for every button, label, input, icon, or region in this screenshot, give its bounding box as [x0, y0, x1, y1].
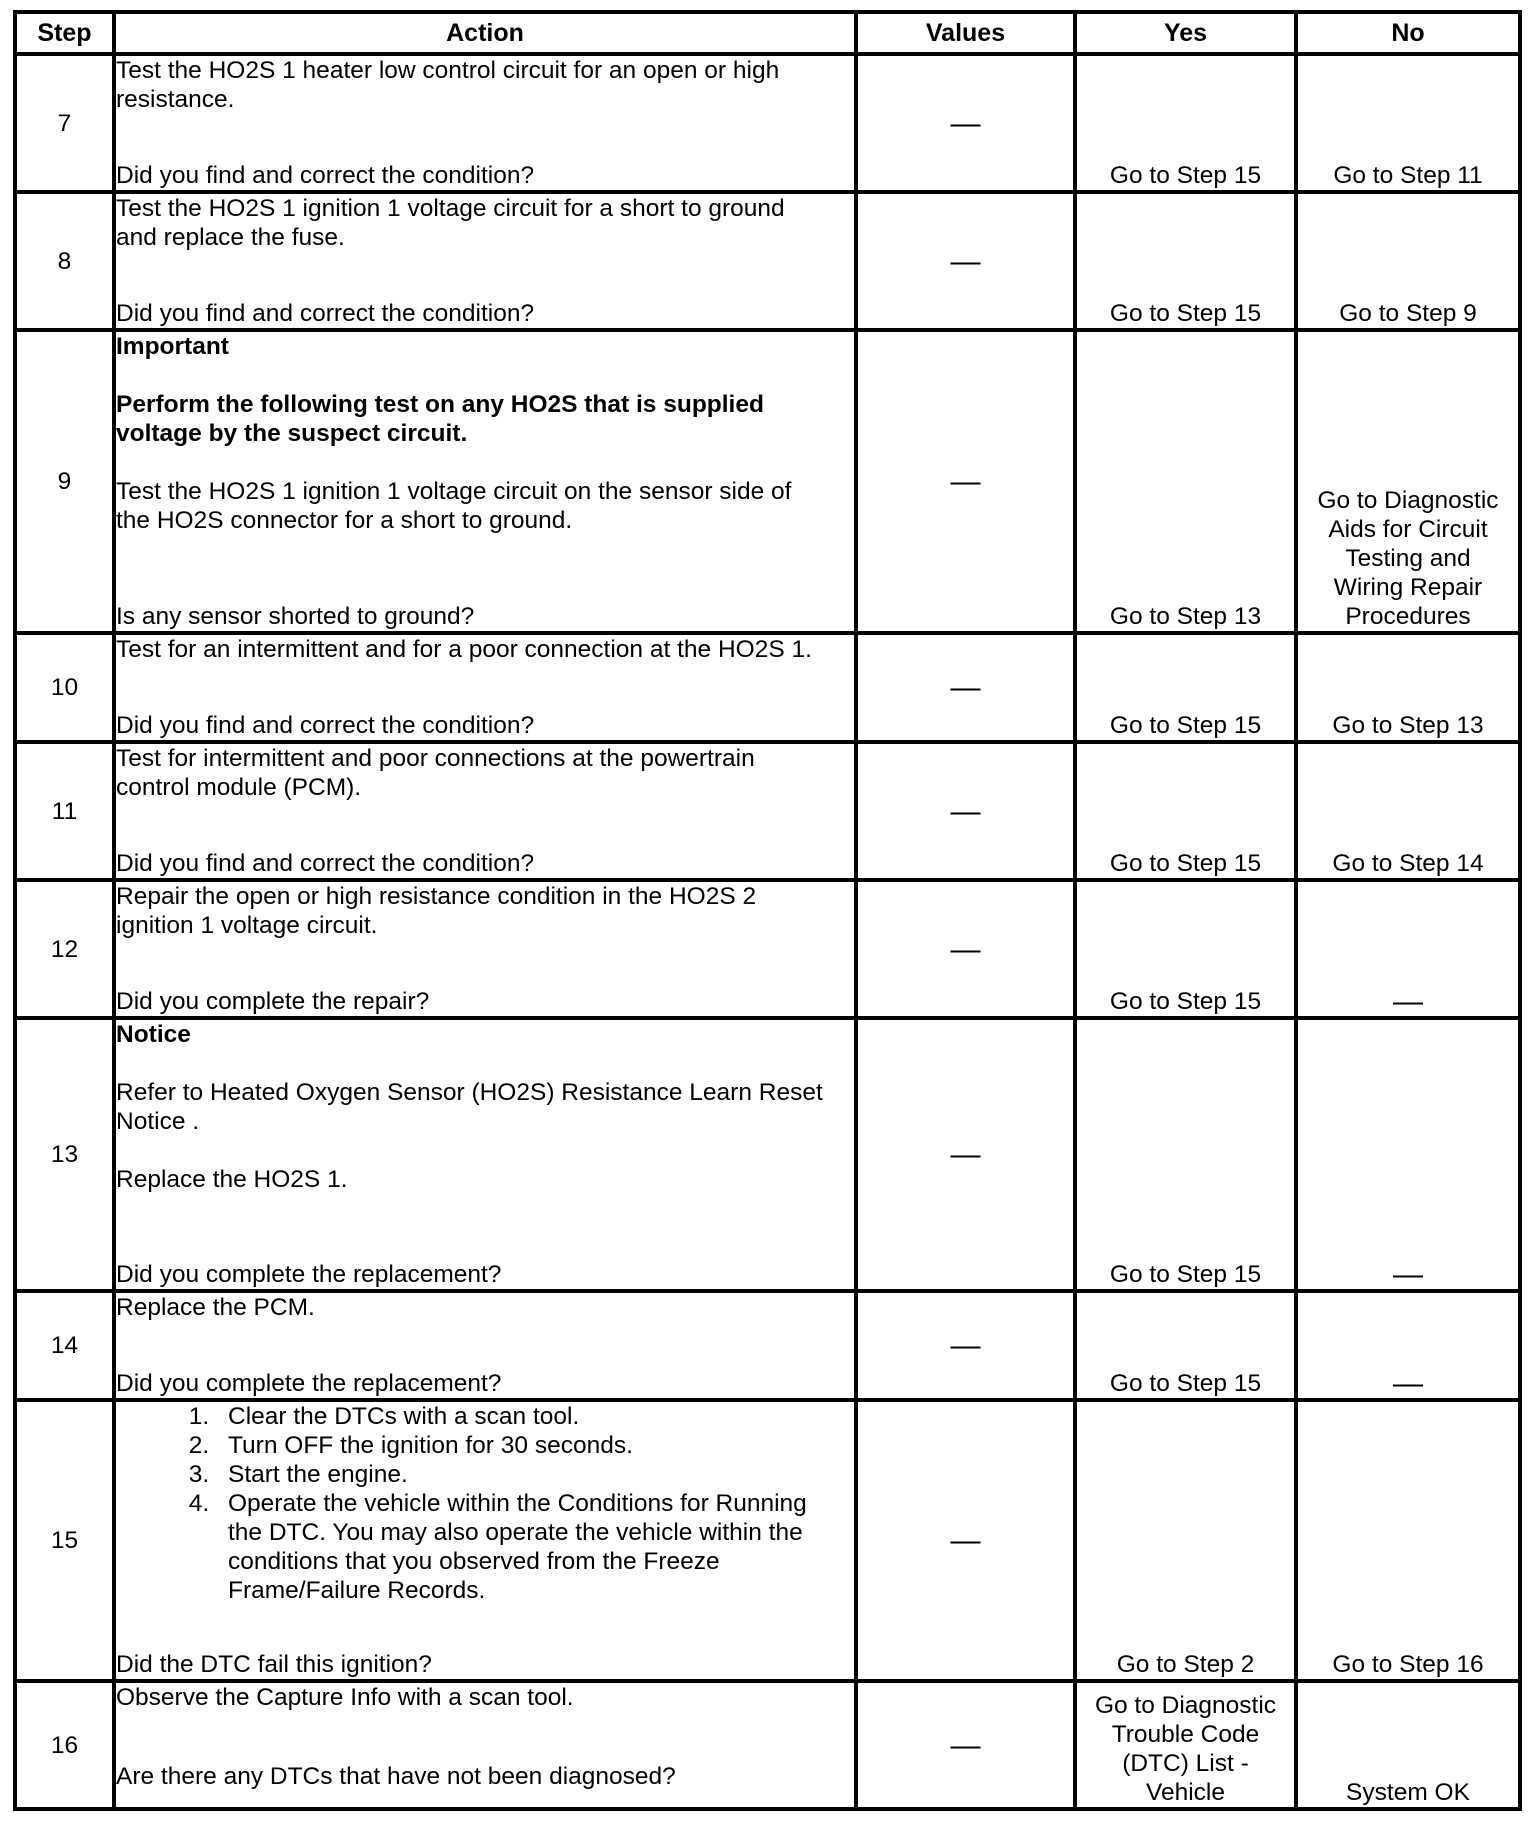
notice-text: Refer to Heated Oxygen Sensor (HO2S) Resistance Learn Reset Notice .: [116, 1079, 823, 1135]
no-cell: [1296, 742, 1520, 880]
yes-cell: [1075, 330, 1296, 633]
yes-link[interactable]: Go to Step 15: [1109, 1370, 1262, 1397]
yes-cell: [1075, 1018, 1296, 1291]
step-number: 7: [15, 54, 114, 192]
value-cell: —: [856, 742, 1075, 880]
no-link[interactable]: Go to Step 11: [1333, 162, 1483, 189]
no-link[interactable]: Go to Step 9: [1339, 300, 1477, 327]
table-row: [15, 633, 1520, 742]
no-link[interactable]: Go to Diagnostic Aids for Circuit Testing and Wiring Repair Procedures: [1317, 487, 1499, 630]
step-number: 10: [15, 633, 114, 742]
value-cell: —: [856, 1681, 1075, 1809]
no-link[interactable]: Go to Step 16: [1332, 1651, 1484, 1678]
action-text: Test the HO2S 1 ignition 1 voltage circuit for a short to ground and replace the fuse.: [116, 195, 785, 251]
action-question: Did you complete the replacement?: [116, 1370, 502, 1397]
header-no: No: [1296, 12, 1520, 54]
value-cell: —: [856, 1291, 1075, 1400]
no-cell: [1296, 330, 1520, 633]
step-number: 11: [15, 742, 114, 880]
no-cell: [1296, 1018, 1520, 1291]
action-cell: [114, 880, 856, 1018]
step-number: 15: [15, 1400, 114, 1681]
no-cell: [1296, 633, 1520, 742]
action-cell: [114, 54, 856, 192]
table-row: [15, 54, 1520, 192]
diagnostic-table: [13, 10, 1522, 1811]
action-question: Did you find and correct the condition?: [116, 162, 535, 189]
yes-cell: [1075, 54, 1296, 192]
action-question: Did you complete the replacement?: [116, 1261, 502, 1288]
list-item: 1. Clear the DTCs with a scan tool.: [216, 1402, 854, 1431]
action-text: Observe the Capture Info with a scan tool.: [116, 1684, 574, 1711]
no-cell: [1296, 1400, 1520, 1681]
no-cell: [1296, 1291, 1520, 1400]
yes-link[interactable]: Go to Diagnostic Trouble Code (DTC) List - Vehicle: [1094, 1692, 1277, 1806]
action-cell: [114, 1291, 856, 1400]
header-step: Step: [15, 12, 114, 54]
procedure-list: [116, 1402, 854, 1605]
header-row: [15, 12, 1520, 54]
header-values: Values: [856, 12, 1075, 54]
no-link[interactable]: Go to Step 13: [1332, 712, 1484, 739]
action-text: Test for an intermittent and for a poor connection at the HO2S 1.: [116, 636, 812, 663]
action-cell: [114, 330, 856, 633]
important-text: Perform the following test on any HO2S that is supplied voltage by the suspect circuit.: [116, 391, 764, 447]
action-question: Did you find and correct the condition?: [116, 712, 535, 739]
action-text: Replace the HO2S 1.: [116, 1166, 348, 1193]
header-action: Action: [114, 12, 856, 54]
action-cell: [114, 633, 856, 742]
value-cell: —: [856, 1400, 1075, 1681]
no-link[interactable]: Go to Step 14: [1332, 850, 1484, 877]
yes-link[interactable]: Go to Step 15: [1109, 300, 1262, 327]
action-text: Repair the open or high resistance condition in the HO2S 2 ignition 1 voltage circuit.: [116, 883, 757, 939]
action-question: Did the DTC fail this ignition?: [116, 1651, 432, 1678]
list-item: 2. Turn OFF the ignition for 30 seconds.: [216, 1431, 854, 1460]
action-text: Test for intermittent and poor connections at the powertrain control module (PCM).: [116, 745, 755, 801]
value-cell: —: [856, 633, 1075, 742]
step-number: 13: [15, 1018, 114, 1291]
yes-cell: [1075, 192, 1296, 330]
action-text: Test the HO2S 1 ignition 1 voltage circuit on the sensor side of the HO2S connector for a short to ground.: [116, 478, 792, 534]
yes-cell: [1075, 1400, 1296, 1681]
important-label: Important: [116, 333, 229, 360]
yes-link[interactable]: Go to Step 15: [1109, 712, 1262, 739]
value-cell: —: [856, 1018, 1075, 1291]
no-cell: [1296, 192, 1520, 330]
no-cell: [1296, 1681, 1520, 1809]
action-question: Did you complete the repair?: [116, 988, 430, 1015]
table-row: [15, 192, 1520, 330]
action-cell: [114, 1018, 856, 1291]
yes-cell: [1075, 1291, 1296, 1400]
yes-cell: [1075, 1681, 1296, 1809]
action-question: Are there any DTCs that have not been diagnosed?: [116, 1763, 676, 1790]
no-cell: [1296, 54, 1520, 192]
yes-link[interactable]: Go to Step 13: [1109, 603, 1262, 630]
yes-link[interactable]: Go to Step 15: [1109, 162, 1262, 189]
action-text: Replace the PCM.: [116, 1294, 315, 1321]
yes-cell: [1075, 633, 1296, 742]
action-text: Test the HO2S 1 heater low control circuit for an open or high resistance.: [116, 57, 780, 113]
no-value: —: [1393, 985, 1423, 1018]
action-question: Did you find and correct the condition?: [116, 300, 535, 327]
list-item: 3. Start the engine.: [216, 1460, 854, 1489]
yes-link[interactable]: Go to Step 2: [1116, 1651, 1255, 1678]
step-number: 16: [15, 1681, 114, 1809]
list-item: 4. Operate the vehicle within the Conditions for Running the DTC. You may also operate the vehicle within the conditions that you observed from the Freeze Frame/Failure Records.: [216, 1489, 854, 1605]
table-row: [15, 1400, 1520, 1681]
action-cell: [114, 192, 856, 330]
table-row: [15, 1291, 1520, 1400]
table-row: [15, 742, 1520, 880]
table-row: [15, 880, 1520, 1018]
action-question: Is any sensor shorted to ground?: [116, 603, 475, 630]
action-cell: [114, 1400, 856, 1681]
step-number: 9: [15, 330, 114, 633]
yes-link[interactable]: Go to Step 15: [1109, 850, 1262, 877]
action-cell: [114, 742, 856, 880]
no-value: —: [1393, 1258, 1423, 1291]
step-number: 14: [15, 1291, 114, 1400]
action-question: Did you find and correct the condition?: [116, 850, 535, 877]
step-number: 8: [15, 192, 114, 330]
value-cell: —: [856, 54, 1075, 192]
no-value: System OK: [1346, 1779, 1470, 1806]
value-cell: —: [856, 880, 1075, 1018]
step-number: 12: [15, 880, 114, 1018]
header-yes: Yes: [1075, 12, 1296, 54]
no-value: —: [1393, 1367, 1423, 1400]
yes-link[interactable]: Go to Step 15: [1109, 1261, 1262, 1288]
value-cell: —: [856, 192, 1075, 330]
table-row: [15, 330, 1520, 633]
no-cell: [1296, 880, 1520, 1018]
action-cell: [114, 1681, 856, 1809]
yes-cell: [1075, 880, 1296, 1018]
yes-cell: [1075, 742, 1296, 880]
table-row: [15, 1681, 1520, 1809]
table-row: [15, 1018, 1520, 1291]
value-cell: —: [856, 330, 1075, 633]
yes-link[interactable]: Go to Step 15: [1109, 988, 1262, 1015]
notice-label: Notice: [116, 1021, 191, 1048]
